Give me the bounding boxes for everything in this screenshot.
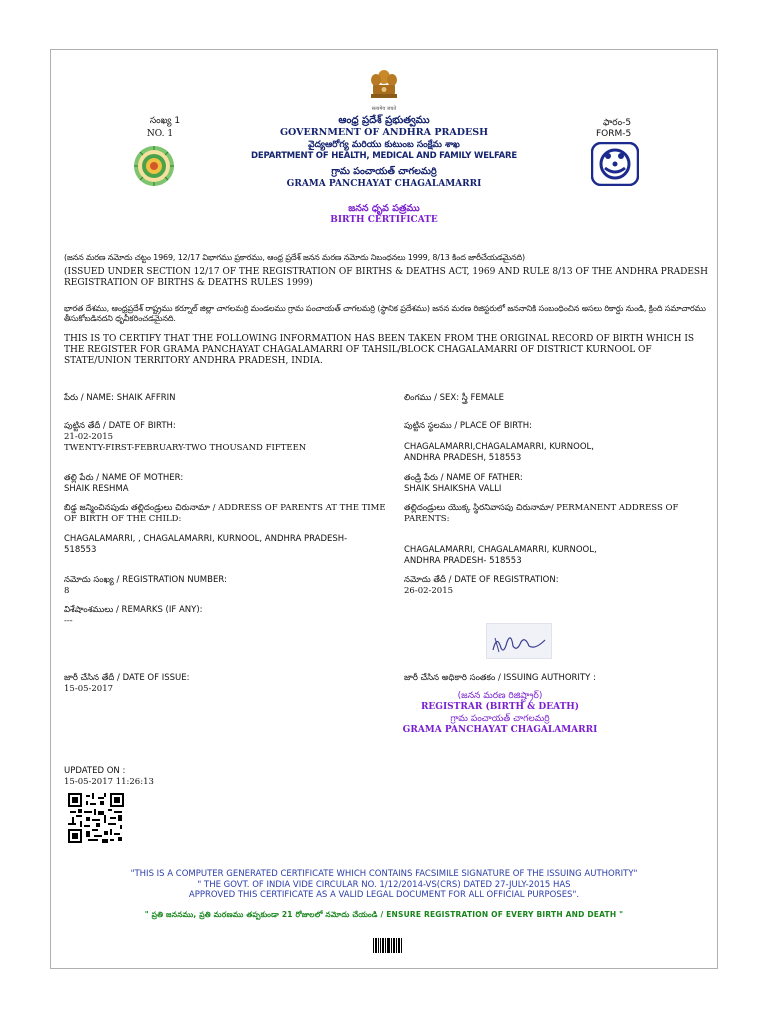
- date-of-issue-label: జారీ చేసిన తేదీ / DATE OF ISSUE:: [64, 673, 190, 683]
- barcode-icon: [373, 938, 403, 953]
- emblem-motto: सत्यमेव जयते: [371, 106, 397, 112]
- govt-title-telugu: ఆంధ్ర ప్రదేశ్ ప్రభుత్వము: [338, 115, 430, 126]
- remarks-value: ---: [64, 616, 73, 626]
- footer-note-circular: " THE GOVT. OF INDIA VIDE CIRCULAR NO. 1/12/2014-VS(CRS) DATED 27-JULY-2015 HAS: [197, 879, 571, 890]
- date-of-birth-label: పుట్టిన తేదీ / DATE OF BIRTH:: [64, 421, 176, 431]
- issuing-authority-label: జారీ చేసిన అధికారి సంతకం / ISSUING AUTHORITY :: [404, 673, 596, 683]
- remarks-label: విశేషాంశములు / REMARKS (IF ANY):: [64, 605, 203, 615]
- registrar-panchayat-telugu: గ్రామ పంచాయత్ చాగలమర్రి: [450, 714, 550, 724]
- department-title-telugu: వైద్యఆరోగ్య మరియు కుటుంబ సంక్షేమ శాఖ: [308, 140, 460, 150]
- form-number-telugu: ఫారం-5: [603, 118, 632, 128]
- date-of-birth-words: TWENTY-FIRST-FEBRUARY-TWO THOUSAND FIFTEEN: [64, 443, 307, 453]
- permanent-address-label: తల్లిదండ్రులు యొక్క స్థిరనివాసపు చిరునామా/ PERMANENT ADDRESS OF PARENTS:: [404, 503, 679, 524]
- mother-name-label: తల్లి పేరు / NAME OF MOTHER:: [64, 473, 184, 483]
- registrar-title: REGISTRAR (BIRTH & DEATH): [420, 702, 580, 712]
- number-label: NO. 1: [146, 129, 174, 139]
- certify-text: THIS IS TO CERTIFY THAT THE FOLLOWING INFORMATION HAS BEEN TAKEN FROM THE ORIGINAL RECORD OF BIRTH WHICH IS THE REGISTER FOR GRAMA PANCHAYAT CHAGALAMARRI OF TAHSIL/BLOCK CHAGALAMARRI OF DISTRICT KURNOOL OF STATE/UNION TERRITORY ANDHRA PRADESH, INDIA.: [64, 334, 695, 366]
- family-welfare-logo-icon: [591, 142, 639, 186]
- form-number: FORM-5: [596, 129, 632, 139]
- father-name-label: తండ్రి పేరు / NAME OF FATHER:: [404, 473, 523, 483]
- date-of-birth-value: 21-02-2015: [64, 432, 114, 442]
- father-name-value: SHAIK SHAIKSHA VALLI: [404, 484, 502, 494]
- department-title: DEPARTMENT OF HEALTH, MEDICAL AND FAMILY WELFARE: [251, 151, 517, 161]
- updated-on-label: UPDATED ON :: [64, 766, 126, 776]
- panchayat-title-telugu: గ్రామ పంచాయత్ చాగలమర్రి: [331, 166, 437, 177]
- name-field: పేరు / NAME: SHAIK AFFRIN: [64, 393, 176, 403]
- issued-under-telugu: (జనన మరణ నమోదు చట్టం 1969, 12/17 విభాగము ప్రకారము, ఆంధ్ర ప్రదేశ్ జనన మరణ నమోదు నిబంధనలు 1999, 8/13 కింద జారీచేయడమైనది): [64, 253, 525, 262]
- footer-note-facsimile: "THIS IS A COMPUTER GENERATED CERTIFICATE WHICH CONTAINS FACSIMILE SIGNATURE OF THE ISSUING AUTHORITY": [130, 869, 638, 879]
- certificate-title: BIRTH CERTIFICATE: [330, 215, 438, 225]
- registrar-telugu: (జనన మరణ రిజిష్ట్రార్): [457, 691, 543, 701]
- registrar-panchayat: GRAMA PANCHAYAT CHAGALAMARRI: [402, 725, 598, 735]
- issued-under-text: (ISSUED UNDER SECTION 12/17 OF THE REGISTRATION OF BIRTHS & DEATHS ACT, 1969 AND RULE 8/13 OF THE ANDHRA PRADESH REGISTRATION OF BIRTHS & DEATHS RULES 1999): [64, 267, 708, 288]
- registration-date-label: నమోదు తేదీ / DATE OF REGISTRATION:: [404, 575, 559, 585]
- signature-image: [486, 623, 552, 659]
- registration-number-value: 8: [64, 586, 70, 596]
- place-of-birth-value: CHAGALAMARRI,CHAGALAMARRI, KURNOOL, ANDHRA PRADESH, 518553: [404, 442, 594, 463]
- updated-on-value: 15-05-2017 11:26:13: [64, 777, 154, 787]
- footer-note-approval: APPROVED THIS CERTIFICATE AS A VALID LEGAL DOCUMENT FOR ALL OFFICIAL PURPOSES".: [188, 890, 580, 900]
- certify-text-telugu: భారత దేశము, ఆంధ్రప్రదేశ్ రాష్ట్రము కర్నూల్ జిల్లా చాగలమర్రి మండలము గ్రామ పంచాయత్ చాగలమర్రి (స్థానిక ప్రదేశము) జనన మరణ రిజిస్టరులో జననానికి సంబంధించిన అసలు రికార్డు నుండి, క్రింది సమాచారము తీసుకోబడినదని ధృవీకరించడమైనది.: [64, 304, 706, 323]
- certificate-title-telugu: జనన ధృవ పత్రము: [348, 203, 420, 214]
- andhra-pradesh-seal-icon: [131, 144, 177, 188]
- number-telugu: సంఖ్య 1: [149, 116, 181, 126]
- registration-slogan: " ప్రతి జననము, ప్రతి మరణము తప్పకుండా 21 రోజులలో నమోదు చేయండి / ENSURE REGISTRATION OF EVERY BIRTH AND DEATH ": [144, 910, 624, 919]
- registration-number-label: నమోదు సంఖ్య / REGISTRATION NUMBER:: [64, 575, 227, 585]
- mother-name-value: SHAIK RESHMA: [64, 484, 129, 494]
- govt-title: GOVERNMENT OF ANDHRA PRADESH: [279, 127, 489, 138]
- national-emblem-icon: [364, 68, 404, 110]
- permanent-address-value: CHAGALAMARRI, CHAGALAMARRI, KURNOOL, ANDHRA PRADESH- 518553: [404, 545, 597, 566]
- panchayat-title: GRAMA PANCHAYAT CHAGALAMARRI: [286, 179, 482, 189]
- address-at-birth-value: CHAGALAMARRI, , CHAGALAMARRI, KURNOOL, ANDHRA PRADESH- 518553: [64, 534, 348, 555]
- date-of-issue-value: 15-05-2017: [64, 684, 114, 694]
- address-at-birth-label: బిడ్డ జన్మించినపుడు తల్లిదండ్రులు చిరునామా / ADDRESS OF PARENTS AT THE TIME OF BIRTH OF THE CHILD:: [64, 503, 386, 524]
- sex-field: లింగము / SEX: స్త్రీ FEMALE: [404, 393, 504, 403]
- place-of-birth-label: పుట్టిన స్థలము / PLACE OF BIRTH:: [404, 421, 532, 431]
- qr-code-icon: [68, 793, 124, 843]
- registration-date-value: 26-02-2015: [404, 586, 454, 596]
